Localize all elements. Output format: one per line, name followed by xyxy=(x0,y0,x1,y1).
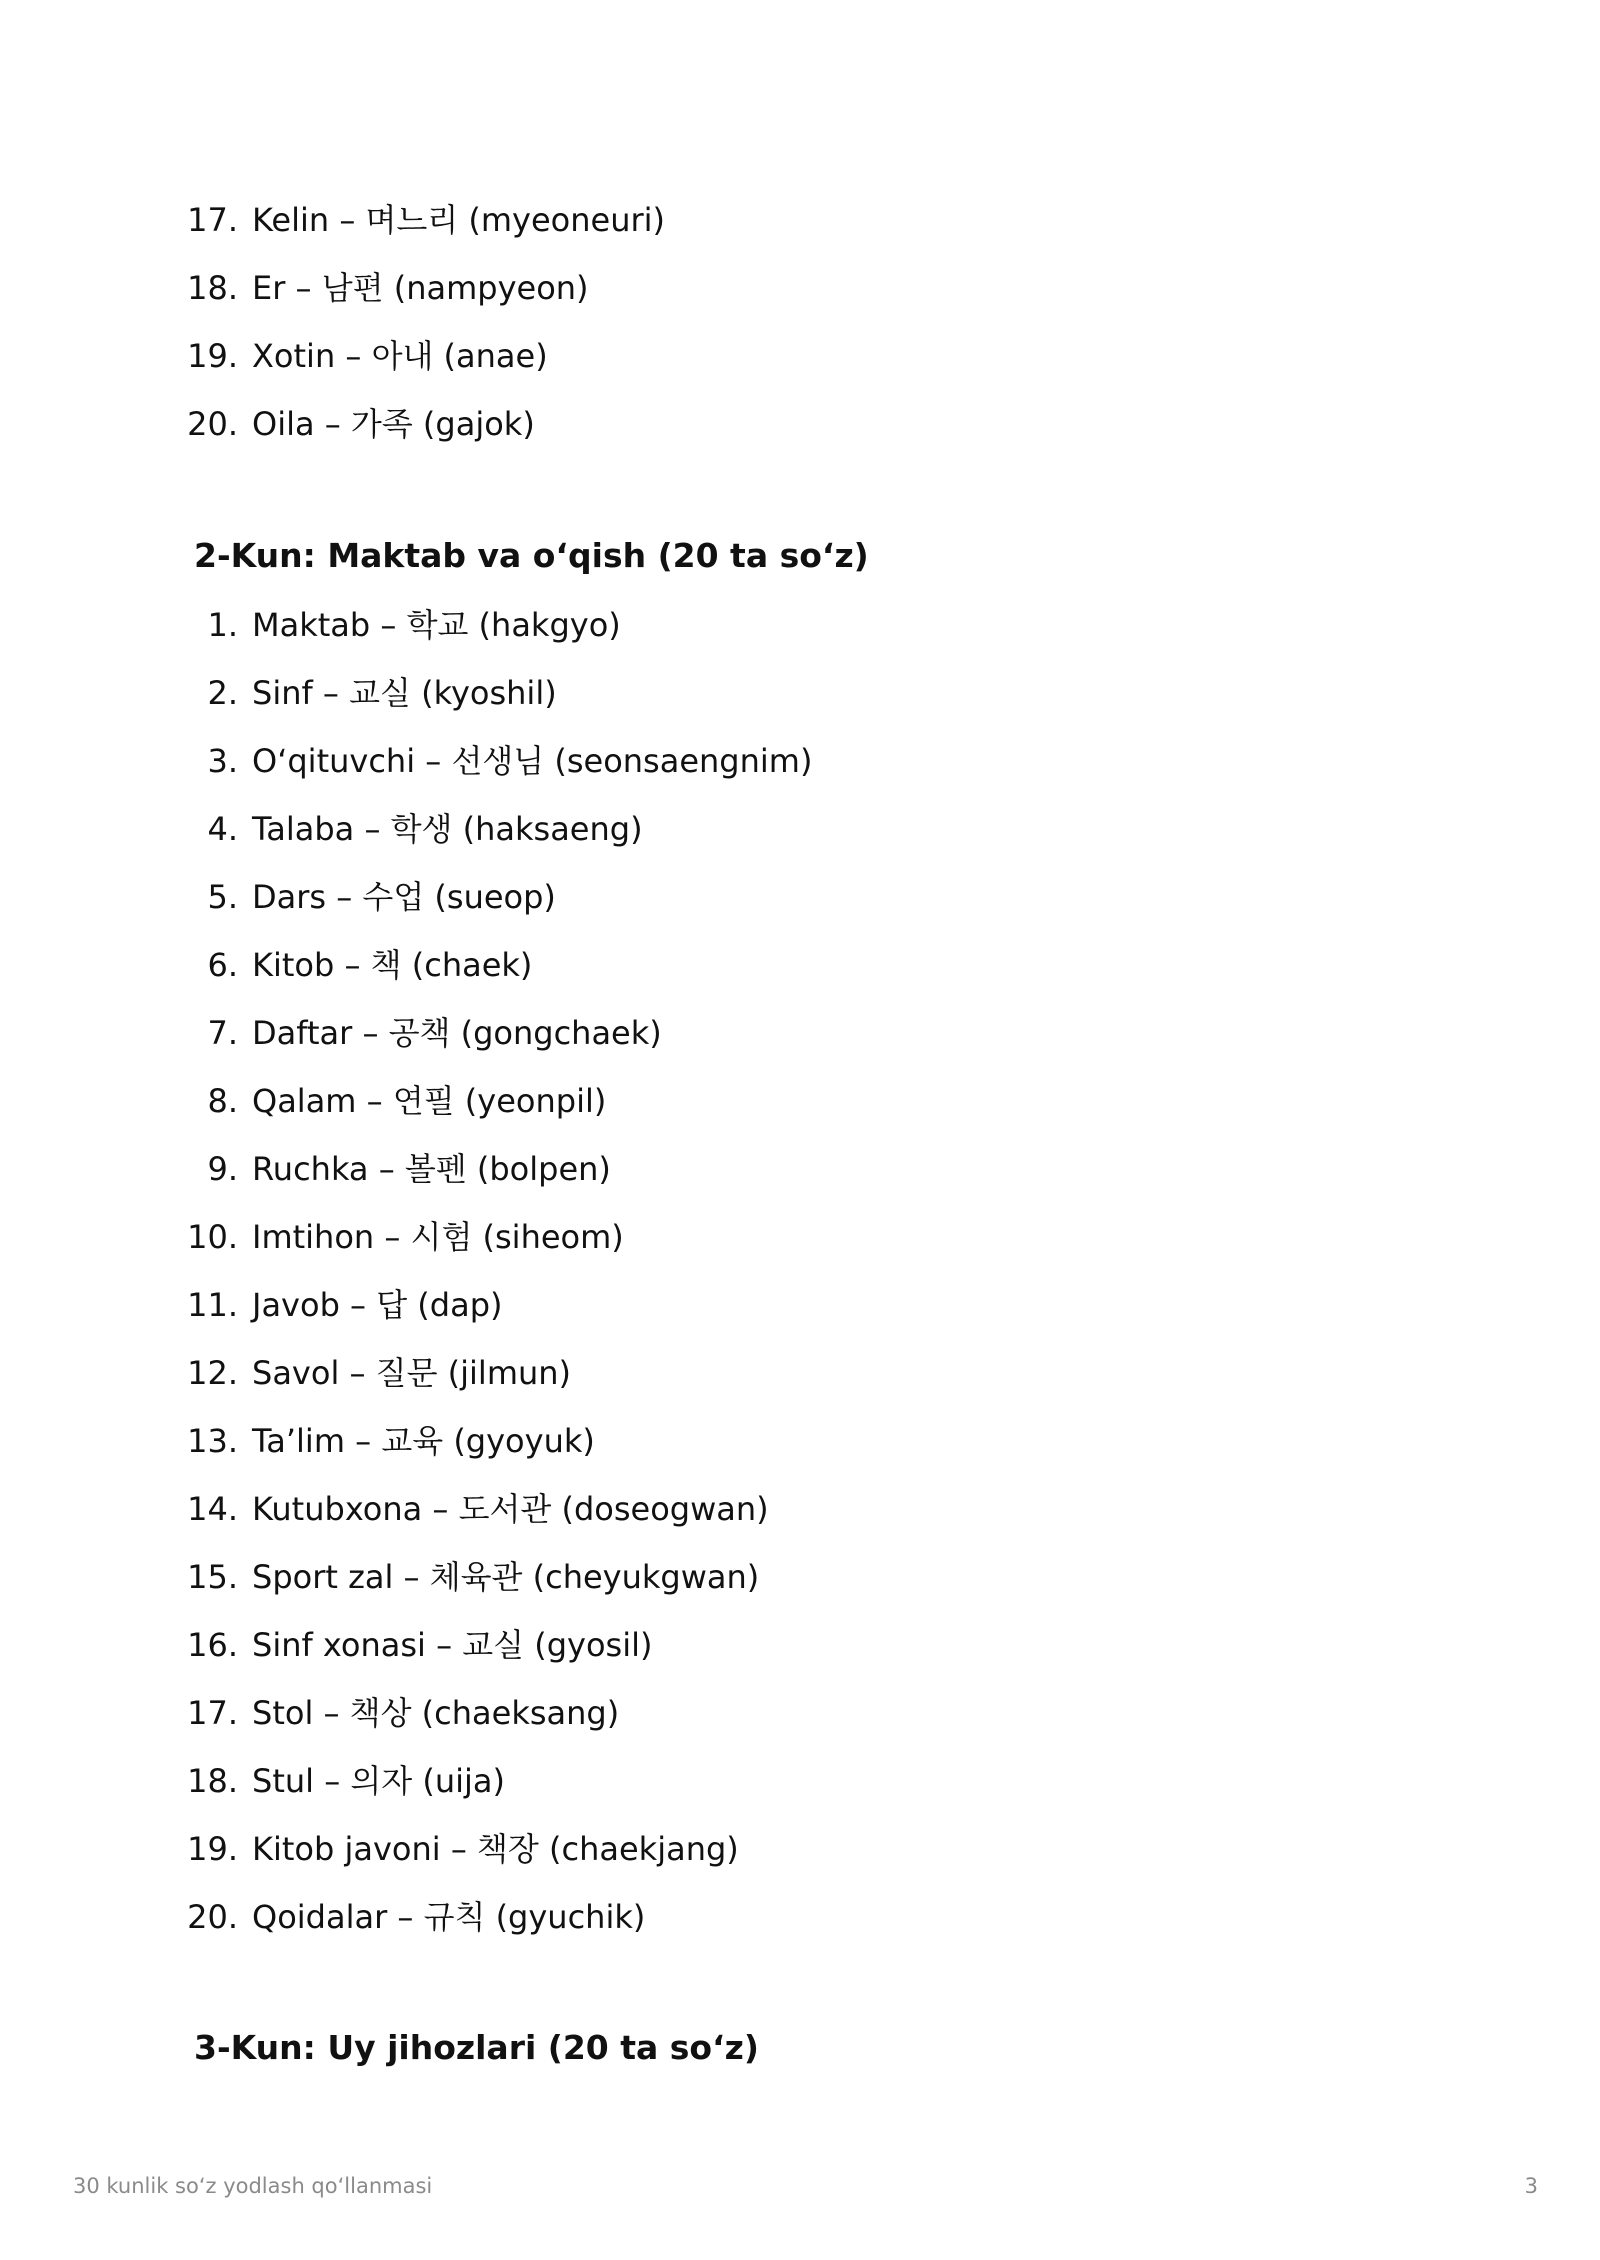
list-item xyxy=(0,795,1400,863)
item-text: Javob – 답 (dap) xyxy=(252,1286,503,1324)
item-text: Qoidalar – 규칙 (gyuchik) xyxy=(252,1898,646,1936)
item-number: 9. xyxy=(207,1150,238,1188)
item-text: Sinf – 교실 (kyoshil) xyxy=(252,674,557,712)
item-number: 20. xyxy=(187,1898,238,1936)
item-number: 15. xyxy=(187,1558,238,1596)
footer-document-title: 30 kunlik so‘z yodlash qo‘llanmasi xyxy=(73,2174,433,2198)
item-text: Kitob – 책 (chaek) xyxy=(252,946,533,984)
item-text: Stul – 의자 (uija) xyxy=(252,1762,506,1800)
item-text: Ruchka – 볼펜 (bolpen) xyxy=(252,1150,611,1188)
list-item xyxy=(0,863,1400,931)
item-number: 4. xyxy=(207,810,238,848)
item-number: 3. xyxy=(207,742,238,780)
list-item xyxy=(0,390,1400,458)
item-number: 19. xyxy=(187,337,238,375)
item-number: 16. xyxy=(187,1626,238,1664)
list-item xyxy=(0,1543,1400,1611)
item-text: Imtihon – 시험 (siheom) xyxy=(252,1218,624,1256)
list-item xyxy=(0,1679,1400,1747)
list-item xyxy=(0,322,1400,390)
list-item xyxy=(0,1339,1400,1407)
item-text: O‘qituvchi – 선생님 (seonsaengnim) xyxy=(252,742,813,780)
list-item xyxy=(0,1135,1400,1203)
list-item xyxy=(0,1067,1400,1135)
item-text: Oila – 가족 (gajok) xyxy=(252,405,535,443)
item-number: 6. xyxy=(207,946,238,984)
item-number: 5. xyxy=(207,878,238,916)
item-number: 14. xyxy=(187,1490,238,1528)
item-text: Dars – 수업 (sueop) xyxy=(252,878,556,916)
item-number: 18. xyxy=(187,269,238,307)
item-text: Kitob javoni – 책장 (chaekjang) xyxy=(252,1830,739,1868)
item-number: 10. xyxy=(187,1218,238,1256)
list-item xyxy=(0,254,1400,322)
list-item xyxy=(0,1271,1400,1339)
item-number: 7. xyxy=(207,1014,238,1052)
footer-page-number: 3 xyxy=(1524,2174,1538,2198)
item-text: Maktab – 학교 (hakgyo) xyxy=(252,606,621,644)
item-number: 13. xyxy=(187,1422,238,1460)
item-text: Kutubxona – 도서관 (doseogwan) xyxy=(252,1490,769,1528)
list-item xyxy=(0,1815,1400,1883)
item-text: Stol – 책상 (chaeksang) xyxy=(252,1694,620,1732)
item-number: 18. xyxy=(187,1762,238,1800)
item-number: 12. xyxy=(187,1354,238,1392)
list-item xyxy=(0,999,1400,1067)
item-text: Xotin – 아내 (anae) xyxy=(252,337,548,375)
section-heading-day3: 3-Kun: Uy jihozlari (20 ta so‘z) xyxy=(194,2028,759,2067)
item-text: Talaba – 학생 (haksaeng) xyxy=(252,810,643,848)
item-number: 17. xyxy=(187,1694,238,1732)
list-item xyxy=(0,1611,1400,1679)
list-item xyxy=(0,931,1400,999)
list-item xyxy=(0,1883,1400,1951)
item-text: Kelin – 며느리 (myeoneuri) xyxy=(252,201,666,239)
list-item xyxy=(0,1475,1400,1543)
item-text: Sport zal – 체육관 (cheyukgwan) xyxy=(252,1558,760,1596)
item-number: 19. xyxy=(187,1830,238,1868)
item-number: 8. xyxy=(207,1082,238,1120)
list-item xyxy=(0,727,1400,795)
list-item xyxy=(0,1747,1400,1815)
list-item xyxy=(0,591,1400,659)
item-number: 20. xyxy=(187,405,238,443)
item-text: Qalam – 연필 (yeonpil) xyxy=(252,1082,607,1120)
item-number: 11. xyxy=(187,1286,238,1324)
item-text: Sinf xonasi – 교실 (gyosil) xyxy=(252,1626,653,1664)
item-text: Ta’lim – 교육 (gyoyuk) xyxy=(252,1422,595,1460)
item-text: Er – 남편 (nampyeon) xyxy=(252,269,589,307)
list-item xyxy=(0,659,1400,727)
section-heading-day2: 2-Kun: Maktab va o‘qish (20 ta so‘z) xyxy=(194,536,869,575)
item-text: Savol – 질문 (jilmun) xyxy=(252,1354,572,1392)
item-text: Daftar – 공책 (gongchaek) xyxy=(252,1014,662,1052)
list-item xyxy=(0,1203,1400,1271)
list-item xyxy=(0,186,1400,254)
item-number: 1. xyxy=(207,606,238,644)
item-number: 17. xyxy=(187,201,238,239)
item-number: 2. xyxy=(207,674,238,712)
list-item xyxy=(0,1407,1400,1475)
